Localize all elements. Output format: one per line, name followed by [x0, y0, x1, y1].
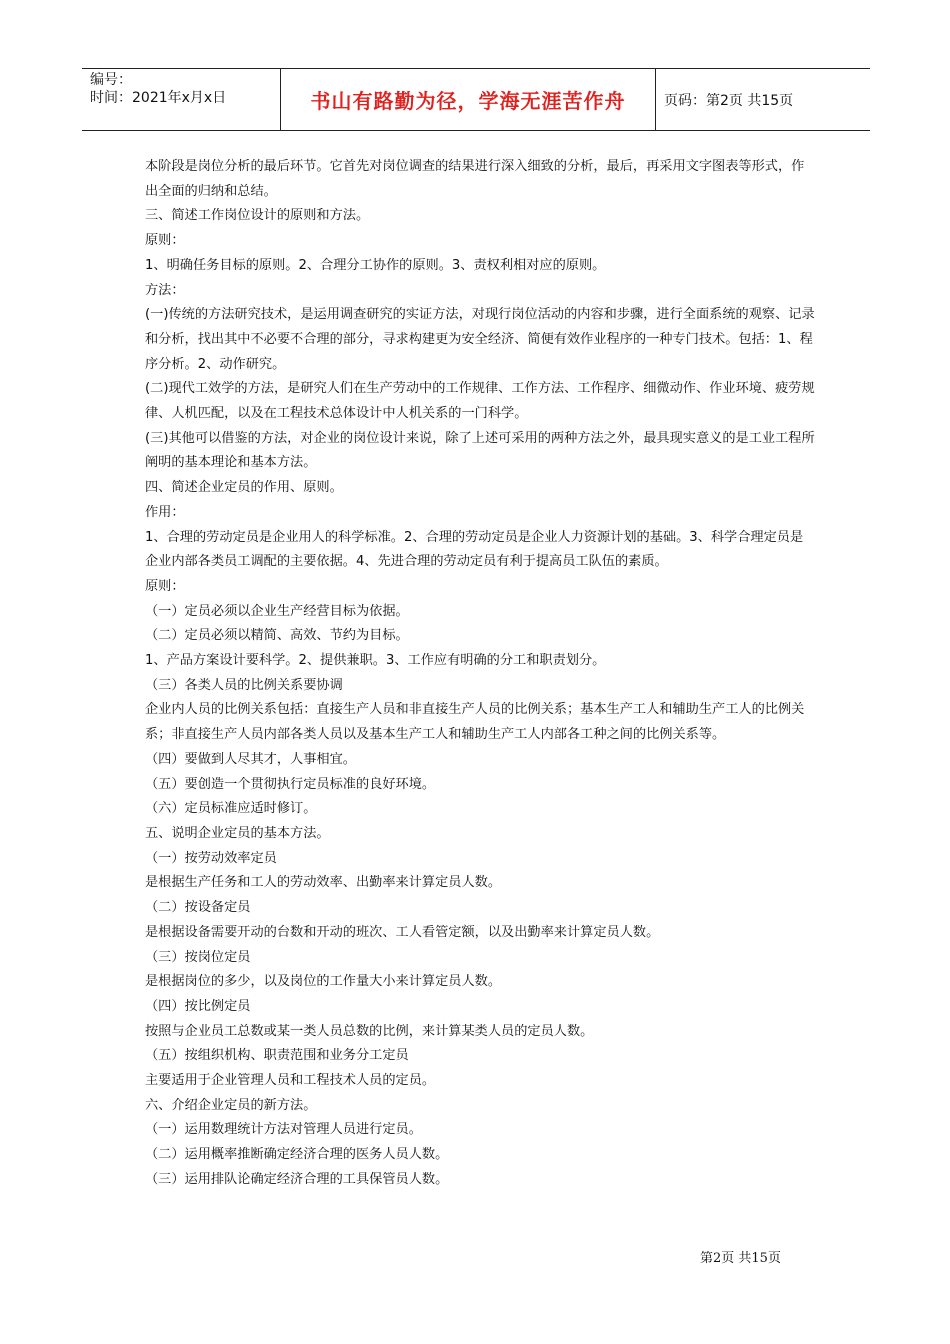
- header-motto: 书山有路勤为径，学海无涯苦作舟: [281, 69, 656, 130]
- paragraph: （六）定员标准应适时修订。: [145, 801, 317, 817]
- paragraph: （一）定员必须以企业生产经营目标为依据。: [145, 603, 409, 619]
- paragraph: 方法：: [145, 282, 185, 298]
- paragraph: （四）按比例定员: [145, 998, 251, 1014]
- paragraph: (三)其他可以借鉴的方法，对企业的岗位设计来说，除了上述可采用的两种方法之外，最具现实意义的是工业工程所阐明的基本理论和基本方法。: [145, 430, 815, 471]
- header-page-code: 页码：第2页 共15页: [664, 92, 794, 109]
- paragraph: （四）要做到人尽其才，人事相宜。: [145, 751, 356, 767]
- paragraph: （三）运用排队论确定经济合理的工具保管员人数。: [145, 1171, 449, 1187]
- paragraph: （一）按劳动效率定员: [145, 850, 277, 866]
- paragraph: 主要适用于企业管理人员和工程技术人员的定员。: [145, 1073, 436, 1089]
- paragraph: 是根据设备需要开动的台数和开动的班次、工人看管定额，以及出勤率来计算定员人数。: [145, 924, 660, 940]
- paragraph: 是根据岗位的多少，以及岗位的工作量大小来计算定员人数。: [145, 974, 502, 990]
- paragraph: 企业内人员的比例关系包括：直接生产人员和非直接生产人员的比例关系；基本生产工人和辅助生产工人的比例关系；非直接生产人员内部各类人员以及基本生产工人和辅助生产工人内部各工种之间的比例关系等。: [145, 702, 805, 743]
- document-body: [145, 155, 815, 1193]
- paragraph: 原则：: [145, 233, 185, 249]
- section-heading: 三、简述工作岗位设计的原则和方法。: [145, 208, 370, 224]
- paragraph: 本阶段是岗位分析的最后环节。它首先对岗位调查的结果进行深入细致的分析，最后，再采用文字图表等形式，作出全面的归纳和总结。: [145, 159, 805, 199]
- section-heading: 五、说明企业定员的基本方法。: [145, 825, 330, 841]
- page-header: [82, 68, 870, 131]
- paragraph: （五）要创造一个贯彻执行定员标准的良好环境。: [145, 776, 436, 792]
- paragraph: （五）按组织机构、职责范围和业务分工定员: [145, 1048, 409, 1064]
- section-heading: 六、介绍企业定员的新方法。: [145, 1097, 317, 1113]
- date-label: 时间：2021年x月x日: [90, 90, 227, 106]
- paragraph: （三）各类人员的比例关系要协调: [145, 677, 343, 693]
- paragraph: 1、产品方案设计要科学。2、提供兼职。3、工作应有明确的分工和职责划分。: [145, 653, 606, 669]
- paragraph: 是根据生产任务和工人的劳动效率、出勤率来计算定员人数。: [145, 875, 502, 891]
- section-heading: 四、简述企业定员的作用、原则。: [145, 480, 343, 496]
- number-label: 编号：: [90, 72, 132, 88]
- paragraph: 1、合理的劳动定员是企业用人的科学标准。2、合理的劳动定员是企业人力资源计划的基础。3、科学合理定员是企业内部各类员工调配的主要依据。4、先进合理的劳动定员有利于提高员工队伍的素质。: [145, 529, 804, 570]
- paragraph: (一)传统的方法研究技术，是运用调查研究的实证方法，对现行岗位活动的内容和步骤，进行全面系统的观察、记录和分析，找出其中不必要不合理的部分，寻求构建更为安全经济、简便有效作业程序的一种专门技术。包括：1、程序分析。2、动作研究。: [145, 307, 815, 372]
- paragraph: (二)现代工效学的方法，是研究人们在生产劳动中的工作规律、工作方法、工作程序、细微动作、作业环境、疲劳规律、人机匹配，以及在工程技术总体设计中人机关系的一门科学。: [145, 381, 815, 422]
- paragraph: 原则：: [145, 578, 185, 594]
- paragraph: （一）运用数理统计方法对管理人员进行定员。: [145, 1122, 422, 1138]
- paragraph: （二）定员必须以精简、高效、节约为目标。: [145, 628, 409, 644]
- header-meta: [82, 69, 281, 130]
- paragraph: （三）按岗位定员: [145, 949, 251, 965]
- paragraph: 按照与企业员工总数或某一类人员总数的比例，来计算某类人员的定员人数。: [145, 1023, 594, 1039]
- paragraph: 1、明确任务目标的原则。2、合理分工协作的原则。3、责权利相对应的原则。: [145, 257, 606, 273]
- paragraph: （二）按设备定员: [145, 900, 251, 916]
- page-footer: 第2页 共15页: [700, 1251, 781, 1266]
- paragraph: 作用：: [145, 504, 185, 520]
- paragraph: （二）运用概率推断确定经济合理的医务人员人数。: [145, 1147, 449, 1163]
